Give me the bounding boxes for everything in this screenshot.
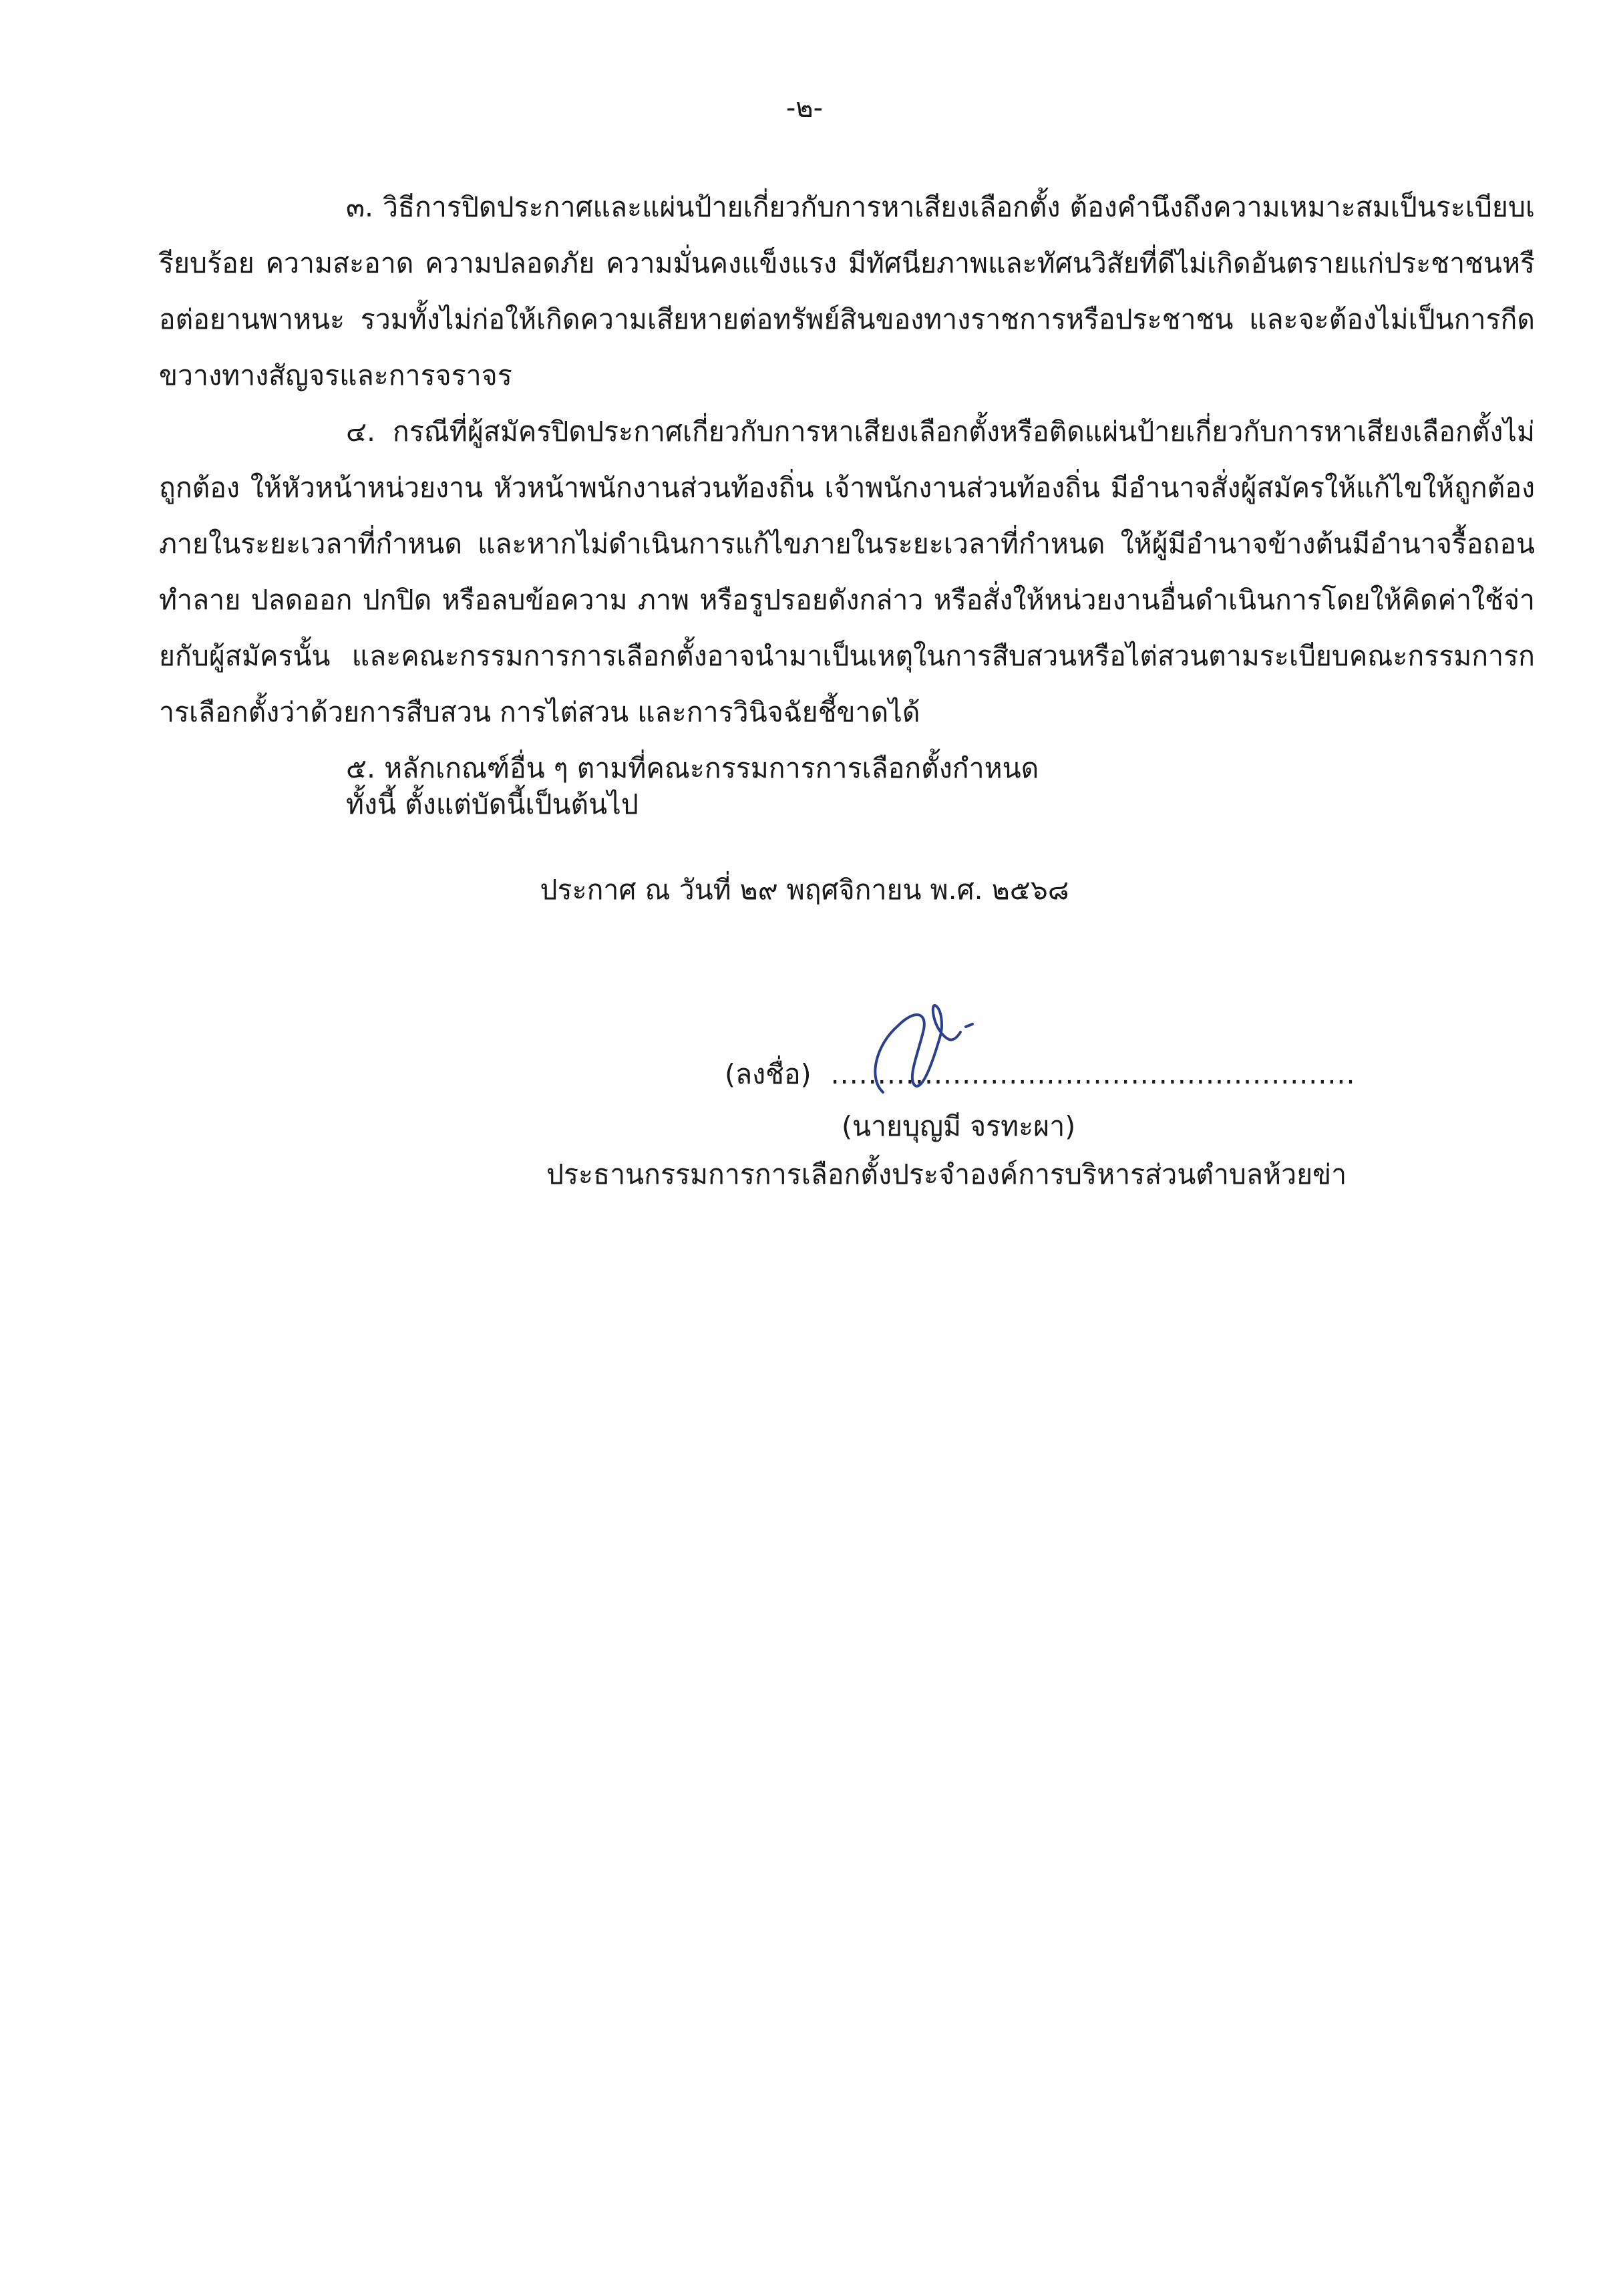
signer-name: (นายบุญมี จรทะผา) xyxy=(842,1110,1076,1142)
signature-line xyxy=(725,1050,1355,1098)
closing-statement: ทั้งนี้ ตั้งแต่บัดนี้เป็นต้นไป xyxy=(346,788,639,820)
signature-label: (ลงชื่อ) xyxy=(725,1058,812,1090)
signature-stroke-dot xyxy=(966,1024,972,1027)
announcement-date: ประกาศ ณ วันที่ ๒๙ พฤศจิกายน พ.ศ. ๒๕๖๘ xyxy=(540,874,1069,906)
signer-position: ประธานกรรมการการเลือกตั้งประจำองค์การบริหารส่วนตำบลห้วยข่า xyxy=(546,1158,1347,1190)
paragraph-5: ๕. หลักเกณฑ์อื่น ๆ ตามที่คณะกรรมการการเลือกตั้งกำหนด xyxy=(346,752,1039,784)
paragraph-4: ๔. กรณีที่ผู้สมัครปิดประกาศเกี่ยวกับการหาเสียงเลือกตั้งหรือติดแผ่นป้ายเกี่ยวกับการหาเสียงเลือกตั้งไม่ถูกต้อง ให้หัวหน้าหน่วยงาน หัวหน้าพนักงานส่วนท้องถิ่น เจ้าพนักงานส่วนท้องถิ่น มีอำนาจสั่งผู้สมัครให้แก้ไขให้ถูกต้องภายในระยะเวลาที่กำหนด และหากไม่ดำเนินการแก้ไขภายในระยะเวลาที่กำหนด ให้ผู้มีอำนาจข้างต้นมีอำนาจรื้อถอน ทำลาย ปลดออก ปกปิด หรือลบข้อความ ภาพ หรือรูปรอยดังกล่าว หรือสั่งให้หน่วยงานอื่นดำเนินการโดยให้คิดค่าใช้จ่ายกับผู้สมัครนั้น และคณะกรรมการการเลือกตั้งอาจนำมาเป็นเหตุในการสืบสวนหรือไต่สวนตามระเบียบคณะกรรมการการเลือกตั้งว่าด้วยการสืบสวน การไต่สวน และการวินิจฉัยชี้ขาดได้ xyxy=(159,416,1535,728)
page-number: -๒- xyxy=(785,93,824,124)
handwritten-signature xyxy=(848,985,1002,1112)
document-body xyxy=(159,179,1535,796)
paragraph-3: ๓. วิธีการปิดประกาศและแผ่นป้ายเกี่ยวกับการหาเสียงเลือกตั้ง ต้องคำนึงถึงความเหมาะสมเป็นระเบียบเรียบร้อย ความสะอาด ความปลอดภัย ความมั่นคงแข็งแรง มีทัศนียภาพและทัศนวิสัยที่ดีไม่เกิดอันตรายแก่ประชาชนหรือต่อยานพาหนะ รวมทั้งไม่ก่อให้เกิดความเสียหายต่อทรัพย์สินของทางราชการหรือประชาชน และจะต้องไม่เป็นการกีดขวางทางสัญจรและการจราจร xyxy=(159,191,1535,391)
signature-dotted-line: ........................................................ xyxy=(830,1058,1356,1090)
signature-stroke-main xyxy=(875,1005,960,1092)
